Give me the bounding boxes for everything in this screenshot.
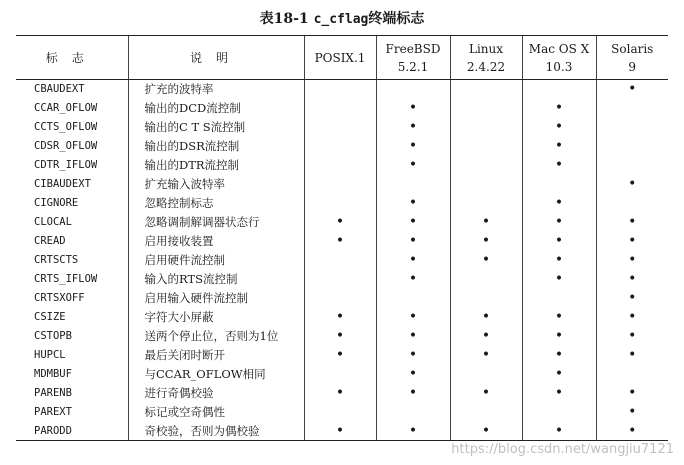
freebsd-support-cell bbox=[376, 80, 450, 99]
header-solaris-version: 9 bbox=[628, 59, 637, 74]
support-dot-icon: • bbox=[481, 252, 491, 268]
terminal-flags-table bbox=[16, 35, 668, 441]
table-row bbox=[16, 99, 668, 118]
freebsd-support-cell bbox=[376, 118, 450, 137]
flag-name: CRTSXOFF bbox=[34, 292, 85, 304]
macos-support-cell bbox=[522, 289, 596, 308]
header-solaris-label: Solaris bbox=[611, 41, 654, 56]
posix-support-cell bbox=[304, 156, 376, 175]
header-desc: 说明 bbox=[128, 36, 304, 80]
flag-description: 奇校验，否则为偶校验 bbox=[128, 422, 304, 441]
macos-support-cell bbox=[522, 384, 596, 403]
macos-support-cell bbox=[522, 80, 596, 99]
header-linux-label: Linux bbox=[468, 41, 504, 56]
posix-support-cell bbox=[304, 175, 376, 194]
support-dot-icon: • bbox=[408, 195, 418, 211]
macos-support-cell bbox=[522, 308, 596, 327]
support-dot-icon: • bbox=[628, 176, 637, 192]
posix-support-cell bbox=[304, 137, 376, 156]
caption-label: 表18-1 bbox=[259, 11, 309, 27]
solaris-support-cell bbox=[596, 156, 668, 175]
support-dot-icon: • bbox=[554, 100, 564, 116]
support-dot-icon: • bbox=[335, 328, 345, 344]
flag-description: 进行奇偶校验 bbox=[128, 384, 304, 403]
flag-description: 输入的RTS流控制 bbox=[128, 270, 304, 289]
flag-description: 输出的DTR流控制 bbox=[128, 156, 304, 175]
flag-description: 标记或空奇偶性 bbox=[128, 403, 304, 422]
flag-name: CDSR_OFLOW bbox=[34, 140, 98, 152]
posix-support-cell bbox=[304, 80, 376, 99]
solaris-support-cell bbox=[596, 384, 668, 403]
flag-name: CIGNORE bbox=[34, 197, 79, 209]
solaris-support-cell bbox=[596, 175, 668, 194]
flag-description: 最后关闭时断开 bbox=[128, 346, 304, 365]
freebsd-support-cell bbox=[376, 327, 450, 346]
solaris-support-cell bbox=[596, 251, 668, 270]
solaris-support-cell bbox=[596, 137, 668, 156]
flag-name: CCTS_OFLOW bbox=[34, 121, 98, 133]
macos-support-cell bbox=[522, 232, 596, 251]
header-row bbox=[16, 36, 668, 80]
table-row bbox=[16, 384, 668, 403]
header-linux bbox=[450, 36, 522, 80]
posix-support-cell bbox=[304, 270, 376, 289]
flag-description: 输出的DSR流控制 bbox=[128, 137, 304, 156]
linux-support-cell bbox=[450, 175, 522, 194]
support-dot-icon: • bbox=[335, 385, 345, 401]
caption-title: 终端标志 bbox=[368, 11, 425, 27]
flag-name: CSTOPB bbox=[34, 330, 72, 342]
support-dot-icon: • bbox=[481, 347, 491, 363]
flag-name: CRTSCTS bbox=[34, 254, 79, 266]
flag-name: MDMBUF bbox=[34, 368, 72, 380]
macos-support-cell bbox=[522, 137, 596, 156]
header-macos-label: Mac OS X bbox=[528, 41, 590, 56]
support-dot-icon: • bbox=[408, 157, 418, 173]
macos-support-cell bbox=[522, 251, 596, 270]
flag-name: CBAUDEXT bbox=[34, 83, 85, 96]
flag-description: 忽略控制标志 bbox=[128, 194, 304, 213]
posix-support-cell bbox=[304, 213, 376, 232]
solaris-support-cell bbox=[596, 327, 668, 346]
support-dot-icon: • bbox=[481, 385, 491, 401]
header-freebsd bbox=[376, 36, 450, 80]
freebsd-support-cell bbox=[376, 422, 450, 441]
support-dot-icon: • bbox=[554, 366, 564, 382]
support-dot-icon: • bbox=[408, 119, 418, 135]
flag-description: 字符大小屏蔽 bbox=[128, 308, 304, 327]
flag-name: CLOCAL bbox=[34, 216, 72, 228]
freebsd-support-cell bbox=[376, 232, 450, 251]
support-dot-icon: • bbox=[628, 290, 637, 306]
freebsd-support-cell bbox=[376, 194, 450, 213]
support-dot-icon: • bbox=[408, 214, 418, 230]
support-dot-icon: • bbox=[408, 309, 418, 325]
support-dot-icon: • bbox=[335, 309, 345, 325]
posix-support-cell bbox=[304, 251, 376, 270]
freebsd-support-cell bbox=[376, 308, 450, 327]
table-row bbox=[16, 270, 668, 289]
support-dot-icon: • bbox=[335, 214, 345, 230]
header-flag: 标志 bbox=[16, 36, 128, 80]
solaris-support-cell bbox=[596, 403, 668, 422]
support-dot-icon: • bbox=[554, 138, 564, 154]
solaris-support-cell bbox=[596, 270, 668, 289]
linux-support-cell bbox=[450, 308, 522, 327]
header-posix bbox=[304, 36, 376, 80]
support-dot-icon: • bbox=[628, 271, 637, 287]
flag-name: PAREXT bbox=[34, 406, 72, 418]
support-dot-icon: • bbox=[481, 309, 491, 325]
solaris-support-cell bbox=[596, 232, 668, 251]
support-dot-icon: • bbox=[628, 233, 637, 249]
posix-support-cell bbox=[304, 422, 376, 441]
support-dot-icon: • bbox=[408, 100, 418, 116]
flag-description: 启用硬件流控制 bbox=[128, 251, 304, 270]
freebsd-support-cell bbox=[376, 403, 450, 422]
freebsd-support-cell bbox=[376, 156, 450, 175]
flag-description: 启用输入硬件流控制 bbox=[128, 289, 304, 308]
flag-name: PARENB bbox=[34, 387, 72, 399]
header-posix-label: POSIX.1 bbox=[314, 50, 366, 65]
posix-support-cell bbox=[304, 384, 376, 403]
linux-support-cell bbox=[450, 270, 522, 289]
solaris-support-cell bbox=[596, 118, 668, 137]
posix-support-cell bbox=[304, 232, 376, 251]
table-row bbox=[16, 251, 668, 270]
flag-name: CREAD bbox=[34, 235, 66, 247]
linux-support-cell bbox=[450, 80, 522, 99]
header-macos bbox=[522, 36, 596, 80]
table-body bbox=[16, 80, 668, 441]
posix-support-cell bbox=[304, 365, 376, 384]
flag-name: CIBAUDEXT bbox=[34, 178, 91, 190]
table-row bbox=[16, 118, 668, 137]
table-row bbox=[16, 346, 668, 365]
solaris-support-cell bbox=[596, 194, 668, 213]
macos-support-cell bbox=[522, 156, 596, 175]
linux-support-cell bbox=[450, 327, 522, 346]
support-dot-icon: • bbox=[408, 385, 418, 401]
macos-support-cell bbox=[522, 346, 596, 365]
support-dot-icon: • bbox=[628, 422, 637, 439]
support-dot-icon: • bbox=[554, 214, 564, 230]
linux-support-cell bbox=[450, 137, 522, 156]
support-dot-icon: • bbox=[554, 328, 564, 344]
macos-support-cell bbox=[522, 365, 596, 384]
table-row bbox=[16, 232, 668, 251]
freebsd-support-cell bbox=[376, 365, 450, 384]
support-dot-icon: • bbox=[554, 347, 564, 363]
support-dot-icon: • bbox=[554, 422, 564, 439]
flag-name: CDTR_IFLOW bbox=[34, 159, 98, 171]
table-row bbox=[16, 80, 668, 99]
support-dot-icon: • bbox=[628, 328, 637, 344]
linux-support-cell bbox=[450, 346, 522, 365]
macos-support-cell bbox=[522, 194, 596, 213]
support-dot-icon: • bbox=[481, 422, 491, 439]
macos-support-cell bbox=[522, 270, 596, 289]
linux-support-cell bbox=[450, 403, 522, 422]
linux-support-cell bbox=[450, 251, 522, 270]
support-dot-icon: • bbox=[628, 347, 637, 363]
table-row bbox=[16, 327, 668, 346]
freebsd-support-cell bbox=[376, 99, 450, 118]
solaris-support-cell bbox=[596, 308, 668, 327]
solaris-support-cell bbox=[596, 213, 668, 232]
freebsd-support-cell bbox=[376, 251, 450, 270]
support-dot-icon: • bbox=[554, 157, 564, 173]
linux-support-cell bbox=[450, 99, 522, 118]
flag-name: CSIZE bbox=[34, 311, 66, 323]
support-dot-icon: • bbox=[554, 271, 564, 287]
posix-support-cell bbox=[304, 118, 376, 137]
freebsd-support-cell bbox=[376, 137, 450, 156]
support-dot-icon: • bbox=[408, 366, 418, 382]
support-dot-icon: • bbox=[408, 252, 418, 268]
header-solaris bbox=[596, 36, 668, 80]
support-dot-icon: • bbox=[408, 347, 418, 363]
support-dot-icon: • bbox=[628, 81, 637, 98]
linux-support-cell bbox=[450, 194, 522, 213]
solaris-support-cell bbox=[596, 289, 668, 308]
macos-support-cell bbox=[522, 327, 596, 346]
linux-support-cell bbox=[450, 384, 522, 403]
macos-support-cell bbox=[522, 118, 596, 137]
linux-support-cell bbox=[450, 156, 522, 175]
solaris-support-cell bbox=[596, 99, 668, 118]
flag-description: 输出的DCD流控制 bbox=[128, 99, 304, 118]
support-dot-icon: • bbox=[481, 233, 491, 249]
macos-support-cell bbox=[522, 99, 596, 118]
solaris-support-cell bbox=[596, 346, 668, 365]
support-dot-icon: • bbox=[628, 252, 637, 268]
table-row bbox=[16, 213, 668, 232]
solaris-support-cell bbox=[596, 422, 668, 441]
macos-support-cell bbox=[522, 403, 596, 422]
support-dot-icon: • bbox=[408, 422, 418, 439]
macos-support-cell bbox=[522, 422, 596, 441]
posix-support-cell bbox=[304, 289, 376, 308]
table-row bbox=[16, 289, 668, 308]
table-row bbox=[16, 365, 668, 384]
posix-support-cell bbox=[304, 99, 376, 118]
flag-description: 扩充输入波特率 bbox=[128, 175, 304, 194]
linux-support-cell bbox=[450, 118, 522, 137]
freebsd-support-cell bbox=[376, 175, 450, 194]
linux-support-cell bbox=[450, 422, 522, 441]
support-dot-icon: • bbox=[628, 385, 637, 401]
freebsd-support-cell bbox=[376, 270, 450, 289]
support-dot-icon: • bbox=[335, 422, 345, 439]
flag-description: 输出的C T S流控制 bbox=[128, 118, 304, 137]
freebsd-support-cell bbox=[376, 289, 450, 308]
support-dot-icon: • bbox=[554, 195, 564, 211]
table-row bbox=[16, 156, 668, 175]
linux-support-cell bbox=[450, 289, 522, 308]
header-linux-version: 2.4.22 bbox=[466, 59, 506, 74]
solaris-support-cell bbox=[596, 80, 668, 99]
linux-support-cell bbox=[450, 232, 522, 251]
linux-support-cell bbox=[450, 213, 522, 232]
freebsd-support-cell bbox=[376, 384, 450, 403]
header-macos-version: 10.3 bbox=[545, 59, 573, 74]
solaris-support-cell bbox=[596, 365, 668, 384]
support-dot-icon: • bbox=[408, 328, 418, 344]
support-dot-icon: • bbox=[628, 309, 637, 325]
freebsd-support-cell bbox=[376, 213, 450, 232]
posix-support-cell bbox=[304, 194, 376, 213]
support-dot-icon: • bbox=[628, 404, 637, 420]
flag-name: CRTS_IFLOW bbox=[34, 273, 98, 285]
flag-description: 与CCAR_OFLOW相同 bbox=[128, 365, 304, 384]
header-freebsd-label: FreeBSD bbox=[385, 41, 441, 56]
support-dot-icon: • bbox=[554, 119, 564, 135]
table-row bbox=[16, 175, 668, 194]
support-dot-icon: • bbox=[554, 309, 564, 325]
support-dot-icon: • bbox=[335, 233, 345, 249]
table-row bbox=[16, 422, 668, 441]
flag-description: 送两个停止位，否则为1位 bbox=[128, 327, 304, 346]
linux-support-cell bbox=[450, 365, 522, 384]
table-row bbox=[16, 403, 668, 422]
macos-support-cell bbox=[522, 175, 596, 194]
flag-name: PARODD bbox=[16, 422, 128, 441]
macos-support-cell bbox=[522, 213, 596, 232]
table-row bbox=[16, 308, 668, 327]
support-dot-icon: • bbox=[481, 328, 491, 344]
table-caption bbox=[0, 8, 684, 28]
posix-support-cell bbox=[304, 403, 376, 422]
watermark: https://blog.csdn.net/wangjiu7121 bbox=[451, 442, 674, 457]
caption-flag: c_cflag bbox=[313, 12, 369, 27]
flag-name: CCAR_OFLOW bbox=[34, 102, 98, 114]
support-dot-icon: • bbox=[554, 252, 564, 268]
posix-support-cell bbox=[304, 346, 376, 365]
table-row bbox=[16, 194, 668, 213]
support-dot-icon: • bbox=[408, 271, 418, 287]
support-dot-icon: • bbox=[481, 214, 491, 230]
support-dot-icon: • bbox=[554, 385, 564, 401]
support-dot-icon: • bbox=[628, 214, 637, 230]
table-row bbox=[16, 137, 668, 156]
flag-description: 扩充的波特率 bbox=[128, 80, 304, 99]
support-dot-icon: • bbox=[554, 233, 564, 249]
flag-description: 启用接收装置 bbox=[128, 232, 304, 251]
support-dot-icon: • bbox=[408, 138, 418, 154]
posix-support-cell bbox=[304, 308, 376, 327]
flag-description: 忽略调制解调器状态行 bbox=[128, 213, 304, 232]
freebsd-support-cell bbox=[376, 346, 450, 365]
flag-name: HUPCL bbox=[34, 349, 66, 361]
posix-support-cell bbox=[304, 327, 376, 346]
support-dot-icon: • bbox=[408, 233, 418, 249]
header-freebsd-version: 5.2.1 bbox=[397, 59, 429, 74]
support-dot-icon: • bbox=[335, 347, 345, 363]
